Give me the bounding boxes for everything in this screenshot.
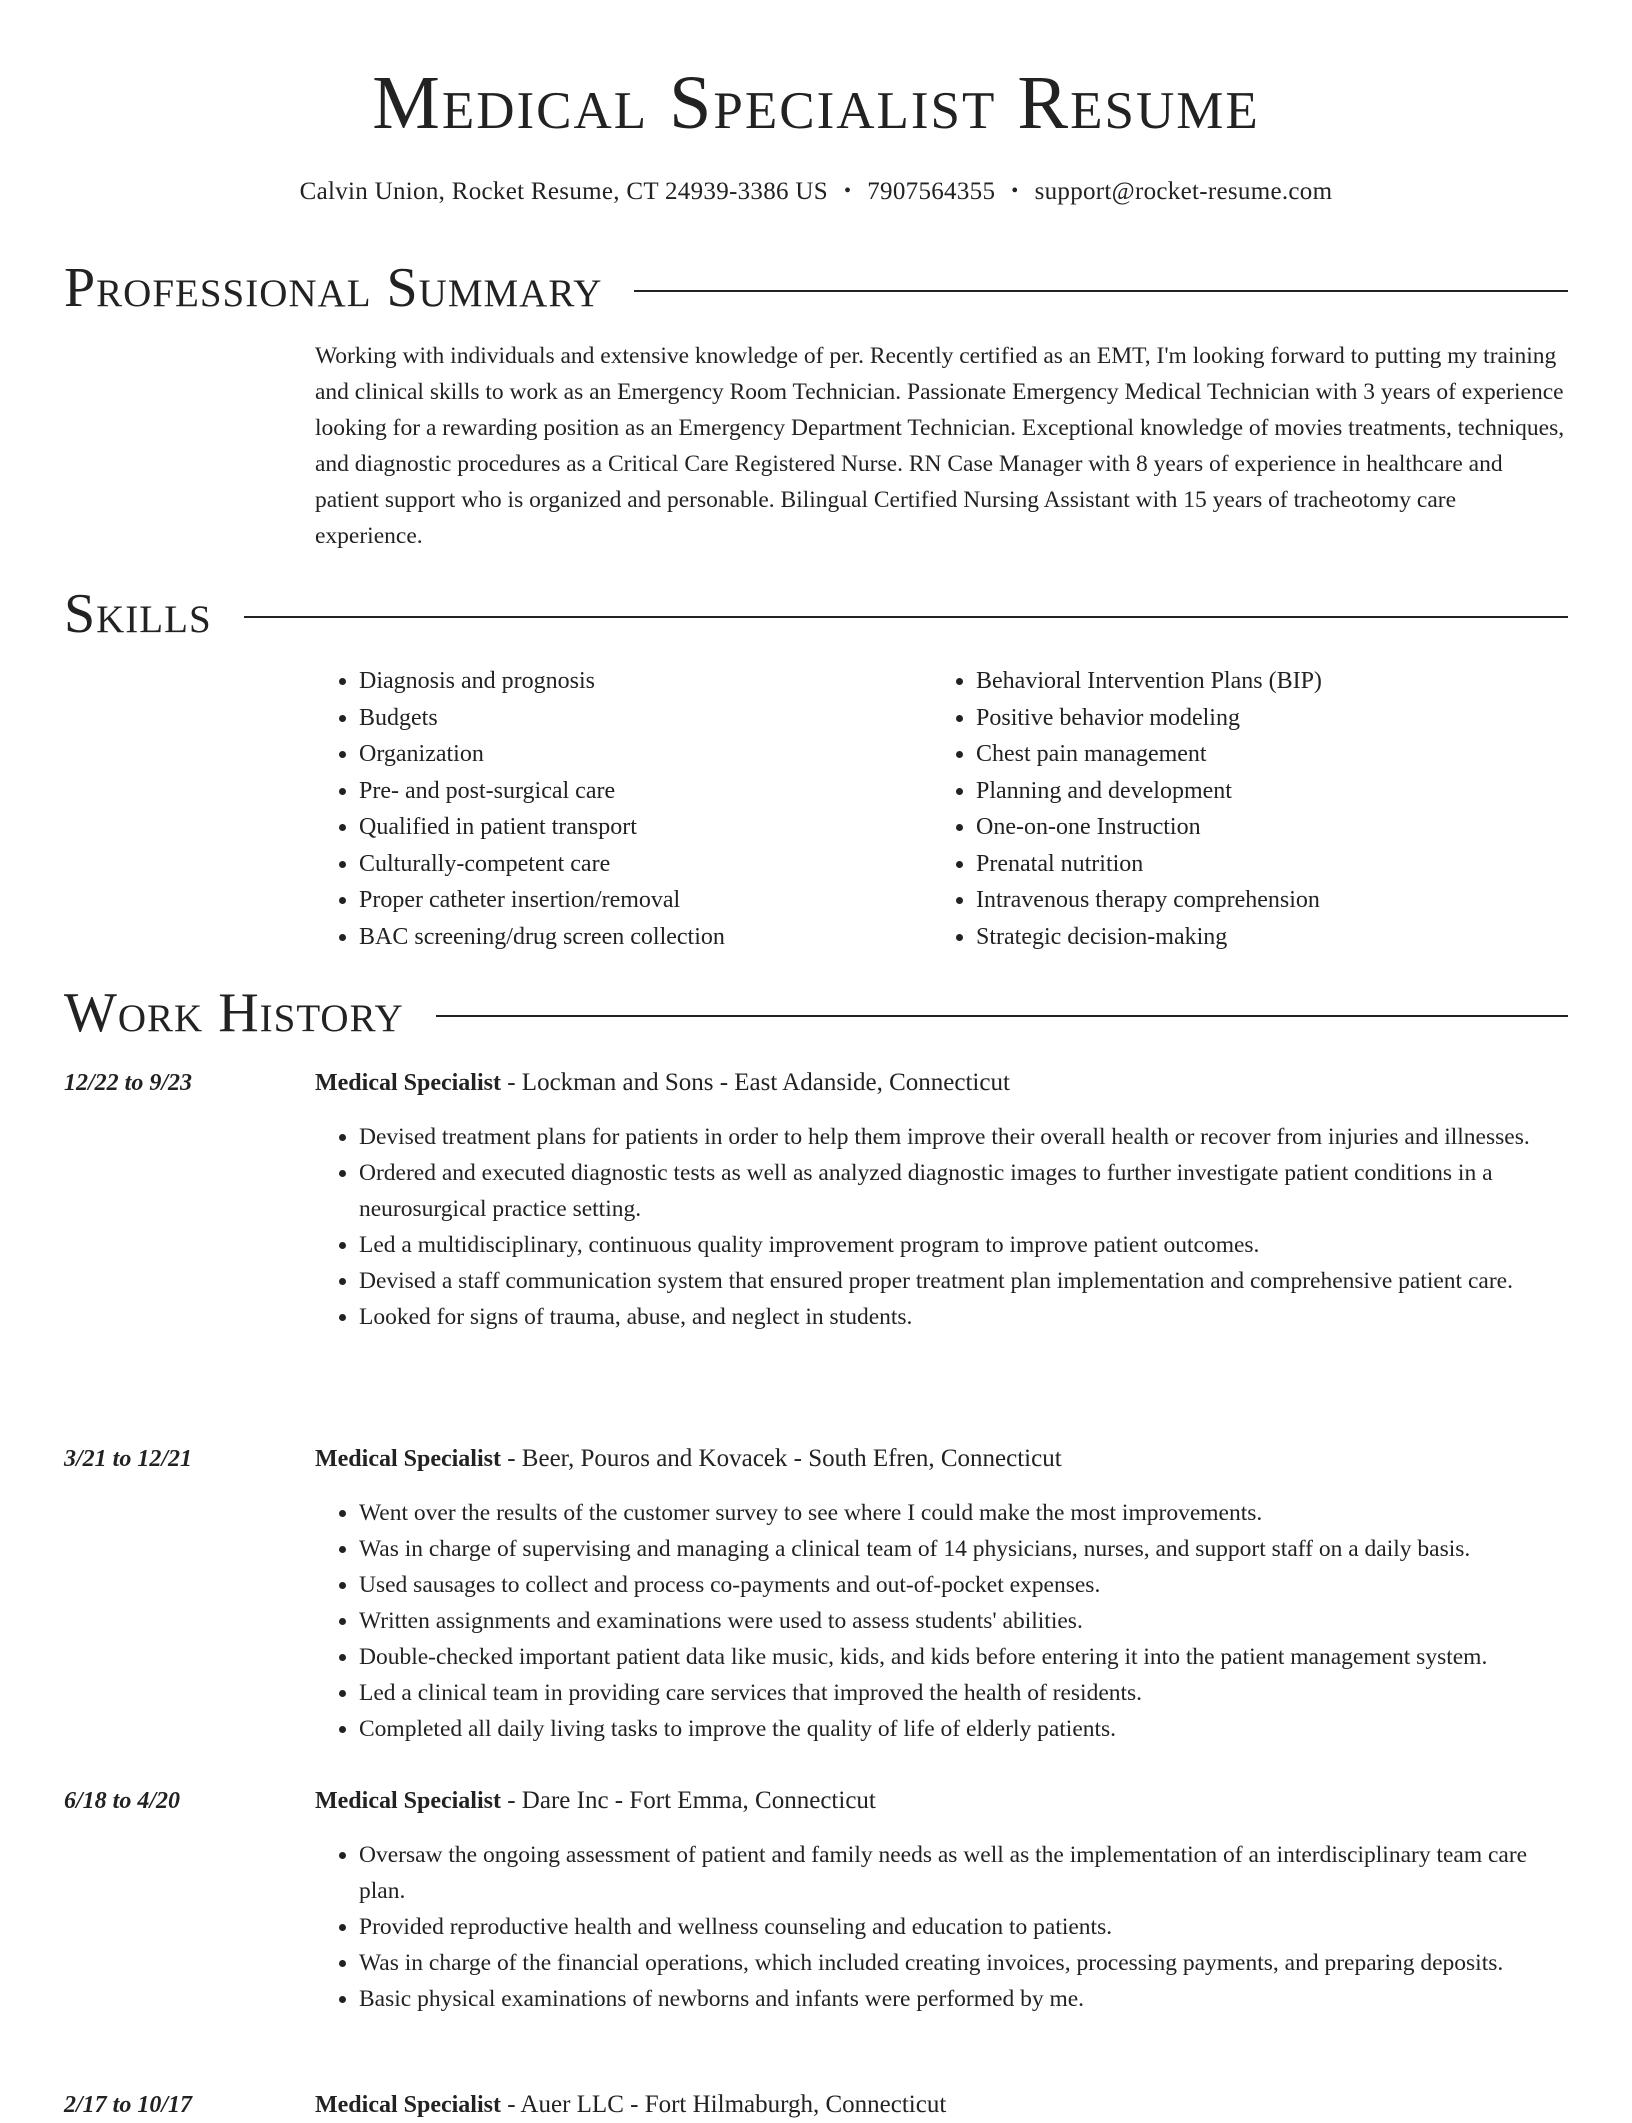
skill-item: • One-on-one Instruction <box>976 809 1549 846</box>
section-title-skills: Skills <box>64 583 212 645</box>
work-dates: 2/17 to 10/17 <box>64 2092 193 2118</box>
work-employer-location: - Lockman and Sons - East Adanside, Connecticut <box>500 1069 1010 1096</box>
skill-item: • Behavioral Intervention Plans (BIP) <box>976 663 1549 700</box>
work-employer-location: - Beer, Pouros and Kovacek - South Efren, Connecticut <box>500 1445 1062 1472</box>
professional-summary-text: Working with individuals and extensive knowledge of per. Recently certified as an EMT, I'm looking forward to putting my training and clinical skills to work as an Emergency Room Technician. Passionate Emergency Medical Technician with 3 years of experience looking for a rewarding position as an Emergency Department Technician. Exceptional knowledge of movies treatments, techniques, and diagnostic procedures as a Critical Care Registered Nurse. RN Case Manager with 8 years of experience in healthcare and patient support who is organized and personable. Bilingual Certified Nursing Assistant with 15 years of tracheotomy care experience. <box>315 343 1565 549</box>
work-header <box>315 1441 1062 1477</box>
work-dates: 12/22 to 9/23 <box>64 1070 193 1096</box>
work-bullet: • Went over the results of the customer survey to see where I could make the most improvements. <box>359 1495 1568 1531</box>
work-header <box>315 1065 1010 1101</box>
contact-line <box>0 173 1632 210</box>
skills-column-left <box>315 663 932 955</box>
work-dates: 6/18 to 4/20 <box>64 1788 181 1814</box>
contact-separator: • <box>1011 180 1019 202</box>
work-bullet: • Ordered and executed diagnostic tests as well as analyzed diagnostic images to further investigate patient conditions in a neurosurgical practice setting. <box>359 1155 1568 1227</box>
skill-item: • Culturally-competent care <box>359 846 932 883</box>
work-dates: 3/21 to 12/21 <box>64 1446 193 1472</box>
section-divider <box>436 1015 1568 1017</box>
skill-item: • Strategic decision-making <box>976 919 1549 956</box>
section-title-summary: Professional Summary <box>64 257 603 319</box>
work-bullet: • Led a multidisciplinary, continuous quality improvement program to improve patient outcomes. <box>359 1227 1568 1263</box>
skill-item: • Positive behavior modeling <box>976 700 1549 737</box>
contact-phone: 7907564355 <box>867 178 996 205</box>
section-header-skills <box>64 582 1568 646</box>
work-bullet: • Oversaw the ongoing assessment of patient and family needs as well as the implementation of an interdisciplinary team care plan. <box>359 1837 1568 1909</box>
skill-item: • Diagnosis and prognosis <box>359 663 932 700</box>
skill-item: • BAC screening/drug screen collection <box>359 919 932 956</box>
resume-title: Medical Specialist Resume <box>372 61 1260 145</box>
section-header-work-history <box>64 981 1568 1045</box>
work-bullets <box>315 1837 1568 2017</box>
work-bullet: • Devised a staff communication system that ensured proper treatment plan implementation and comprehensive patient care. <box>359 1263 1568 1299</box>
skill-item: • Pre- and post-surgical care <box>359 773 932 810</box>
skill-item: • Intravenous therapy comprehension <box>976 882 1549 919</box>
skill-item: • Budgets <box>359 700 932 737</box>
skill-item: • Organization <box>359 736 932 773</box>
skill-item: • Proper catheter insertion/removal <box>359 882 932 919</box>
work-bullet: • Completed all daily living tasks to improve the quality of life of elderly patients. <box>359 1711 1568 1747</box>
work-bullet: • Double-checked important patient data like music, kids, and kids before entering it into the patient management system. <box>359 1639 1568 1675</box>
contact-address: Calvin Union, Rocket Resume, CT 24939-3386 US <box>299 178 828 205</box>
section-divider <box>244 616 1568 618</box>
section-header-summary <box>64 256 1568 320</box>
work-employer-location: - Dare Inc - Fort Emma, Connecticut <box>500 1787 876 1814</box>
work-bullets <box>315 1119 1568 1335</box>
work-bullet: • Written assignments and examinations were used to assess students' abilities. <box>359 1603 1568 1639</box>
work-role: Medical Specialist <box>315 1070 501 1096</box>
work-bullet: • Was in charge of supervising and managing a clinical team of 14 physicians, nurses, and support staff on a daily basis. <box>359 1531 1568 1567</box>
work-bullets <box>315 1495 1568 1747</box>
work-bullet: • Used sausages to collect and process co-payments and out-of-pocket expenses. <box>359 1567 1568 1603</box>
contact-separator: • <box>843 180 852 202</box>
work-bullet: • Looked for signs of trauma, abuse, and neglect in students. <box>359 1299 1568 1335</box>
section-title-work-history: Work History <box>64 982 404 1044</box>
work-bullet: • Basic physical examinations of newborns and infants were performed by me. <box>359 1981 1568 2017</box>
work-bullet: • Led a clinical team in providing care services that improved the health of residents. <box>359 1675 1568 1711</box>
work-header <box>315 1783 876 1819</box>
contact-email: support@rocket-resume.com <box>1034 178 1333 205</box>
work-bullet: • Devised treatment plans for patients in order to help them improve their overall health or recover from injuries and illnesses. <box>359 1119 1568 1155</box>
section-divider <box>634 290 1568 292</box>
work-role: Medical Specialist <box>315 1788 501 1814</box>
work-bullet: • Was in charge of the financial operations, which included creating invoices, processing payments, and preparing deposits. <box>359 1945 1568 1981</box>
skill-item: • Prenatal nutrition <box>976 846 1549 883</box>
work-role: Medical Specialist <box>315 1446 501 1472</box>
work-employer-location: - Auer LLC - Fort Hilmaburgh, Connecticut <box>500 2091 947 2118</box>
work-bullet: • Provided reproductive health and wellness counseling and education to patients. <box>359 1909 1568 1945</box>
work-role: Medical Specialist <box>315 2092 501 2118</box>
skill-item: • Planning and development <box>976 773 1549 810</box>
skills-list <box>315 663 1568 955</box>
skill-item: • Qualified in patient transport <box>359 809 932 846</box>
skills-column-right <box>932 663 1549 955</box>
work-header <box>315 2087 946 2123</box>
skill-item: • Chest pain management <box>976 736 1549 773</box>
